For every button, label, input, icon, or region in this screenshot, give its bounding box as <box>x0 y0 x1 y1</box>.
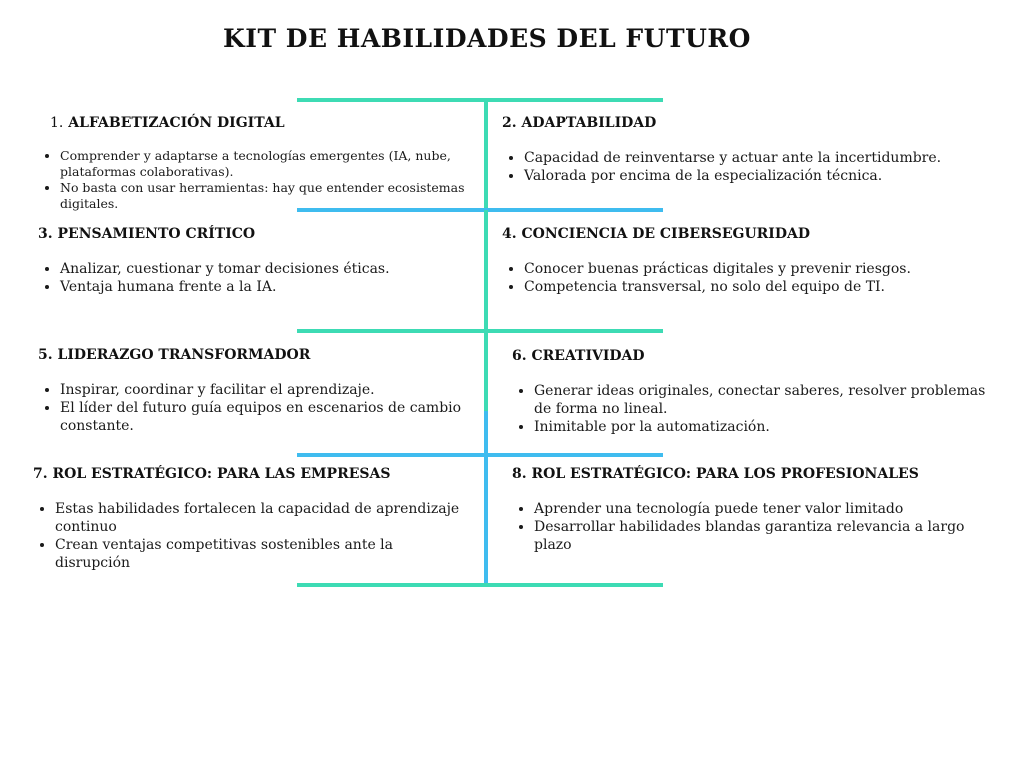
spine-line-2 <box>484 210 488 332</box>
list-item: • Crean ventajas competitivas sostenibles ante la disrupción <box>55 536 463 572</box>
section-creatividad <box>512 348 992 436</box>
list-item: • Capacidad de reinventarse y actuar ante la incertidumbre. <box>524 149 992 167</box>
page-title: KIT DE HABILIDADES DEL FUTURO <box>223 24 751 53</box>
section-adaptabilidad <box>502 115 992 185</box>
section-heading: 2. ADAPTABILIDAD <box>502 115 657 131</box>
list-item: • Ventaja humana frente a la IA. <box>60 278 468 296</box>
list-item: • Conocer buenas prácticas digitales y prevenir riesgos. <box>524 260 992 278</box>
bottom-divider-line <box>297 583 663 587</box>
list-item: • Aprender una tecnología puede tener valor limitado <box>534 500 1002 518</box>
list-item: • Valorada por encima de la especialización técnica. <box>524 167 992 185</box>
bullet-list <box>40 148 470 212</box>
divider-line-3 <box>297 329 663 333</box>
bullet-list <box>502 260 992 296</box>
list-item: • Estas habilidades fortalecen la capacidad de aprendizaje continuo <box>55 500 463 536</box>
section-rol-estrategico-profesionales <box>512 466 1002 554</box>
section-heading: 3. PENSAMIENTO CRÍTICO <box>38 226 256 242</box>
section-rol-estrategico-empresas <box>33 466 463 572</box>
list-item: • Inimitable por la automatización. <box>534 418 992 436</box>
section-heading: 7. ROL ESTRATÉGICO: PARA LAS EMPRESAS <box>33 466 391 482</box>
list-item: • Comprender y adaptarse a tecnologías emergentes (IA, nube, plataformas colaborativas). <box>60 148 470 180</box>
section-heading: 1. ALFABETIZACIÓN DIGITAL <box>50 115 285 131</box>
list-item: • Competencia transversal, no solo del equipo de TI. <box>524 278 992 296</box>
list-item: • El líder del futuro guía equipos en escenarios de cambio constante. <box>60 399 466 435</box>
spine-line-1 <box>484 100 488 210</box>
top-divider-line <box>297 98 663 102</box>
section-heading: 4. CONCIENCIA DE CIBERSEGURIDAD <box>502 226 810 242</box>
section-heading: 6. CREATIVIDAD <box>512 348 645 364</box>
section-pensamiento-critico <box>38 226 468 296</box>
section-heading: 5. LIDERAZGO TRANSFORMADOR <box>38 347 311 363</box>
bullet-list <box>502 149 992 185</box>
list-item: • Generar ideas originales, conectar saberes, resolver problemas de forma no lineal. <box>534 382 992 418</box>
divider-line-4 <box>297 453 663 457</box>
bullet-list <box>33 500 463 572</box>
spine-line-3a <box>484 331 488 411</box>
section-conciencia-ciberseguridad <box>502 226 992 296</box>
spine-line-4 <box>484 455 488 585</box>
bullet-list <box>38 381 466 435</box>
list-item: • No basta con usar herramientas: hay que entender ecosistemas digitales. <box>60 180 470 212</box>
bullet-list <box>38 260 468 296</box>
list-item: • Inspirar, coordinar y facilitar el aprendizaje. <box>60 381 466 399</box>
section-liderazgo-transformador <box>38 347 466 435</box>
bullet-list <box>512 382 992 436</box>
section-heading: 8. ROL ESTRATÉGICO: PARA LOS PROFESIONALES <box>512 466 919 482</box>
bullet-list <box>512 500 1002 554</box>
list-item: • Desarrollar habilidades blandas garantiza relevancia a largo plazo <box>534 518 1002 554</box>
spine-line-3b <box>484 411 488 455</box>
section-alfabetizacion-digital <box>40 115 470 212</box>
list-item: • Analizar, cuestionar y tomar decisiones éticas. <box>60 260 468 278</box>
